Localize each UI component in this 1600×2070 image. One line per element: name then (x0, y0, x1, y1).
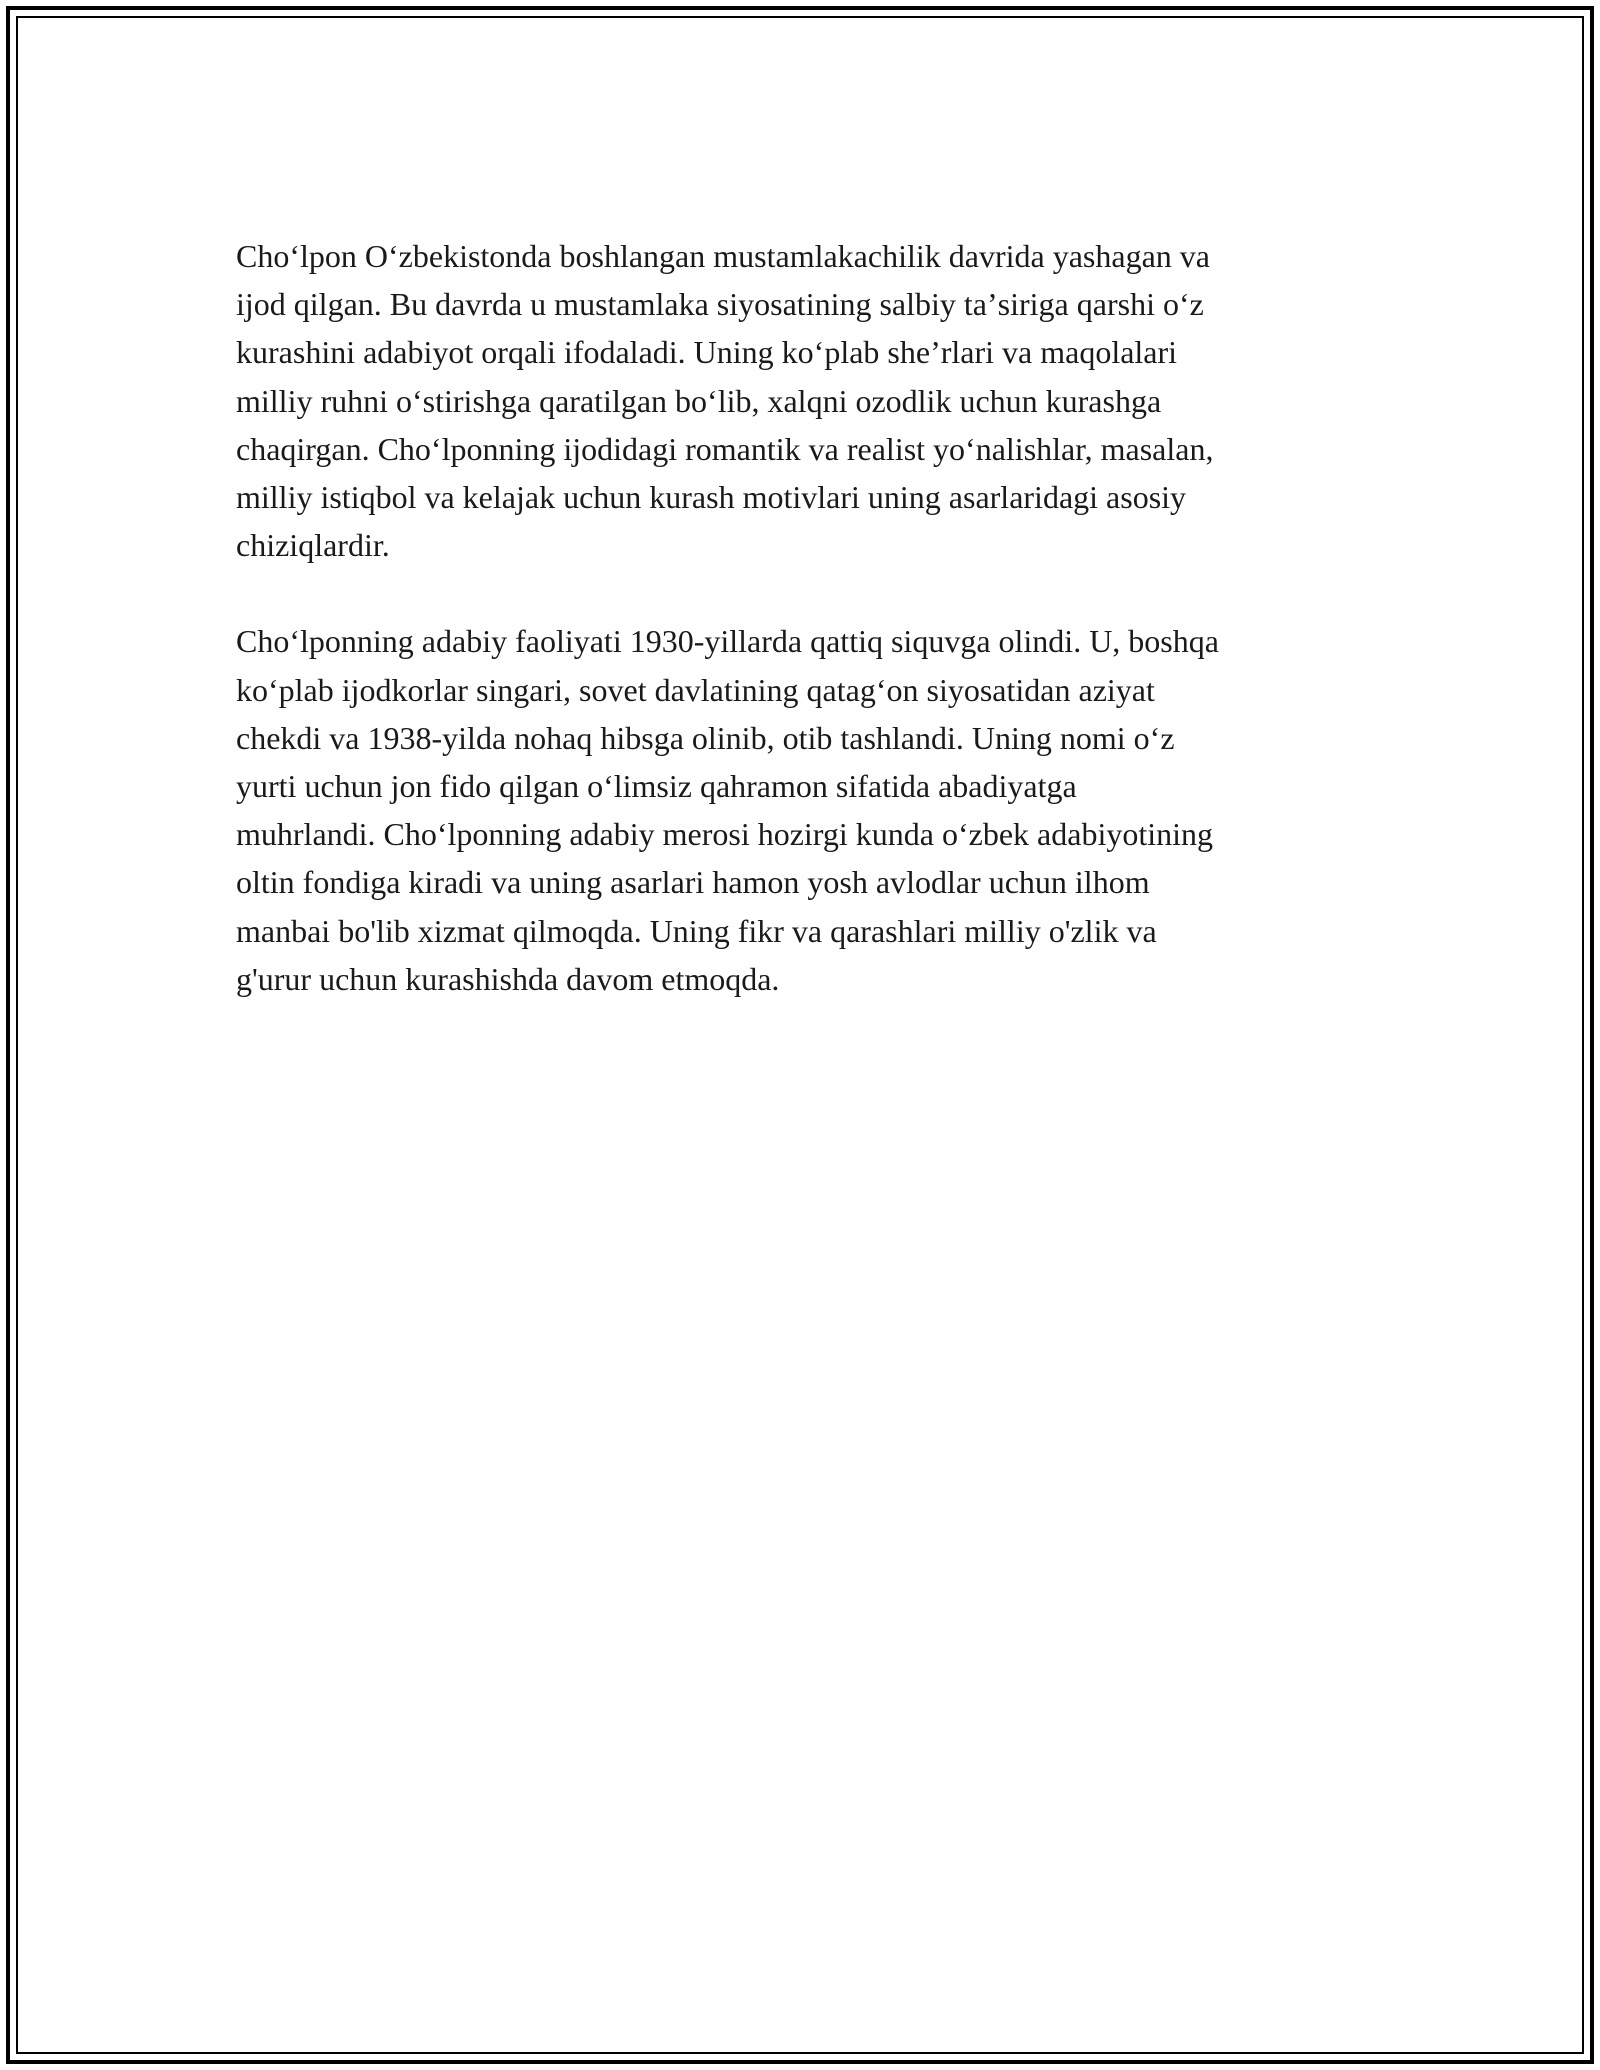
document-body (236, 232, 1386, 1051)
paragraph-2: Choʻlponning adabiy faoliyati 1930-yillarda qattiq siquvga olindi. U, boshqa koʻplab ijodkorlar singari, sovet davlatining qatagʻon siyosatidan aziyat chekdi va 1938-yilda nohaq hibsga olinib, otib tashlandi. Uning nomi oʻz yurti uchun jon fido qilgan oʻlimsiz qahramon sifatida abadiyatga muhrlandi. Choʻlponning adabiy merosi hozirgi kunda oʻzbek adabiyotining oltin fondiga kiradi va uning asarlari hamon yosh avlodlar uchun ilhom manbai bo'lib xizmat qilmoqda. Uning fikr va qarashlari milliy o'zlik va g'urur uchun kurashishda davom etmoqda. (236, 623, 1219, 997)
paragraph-1: Choʻlpon Oʻzbekistonda boshlangan mustamlakachilik davrida yashagan va ijod qilgan. Bu davrda u mustamlaka siyosatining salbiy taʼsiriga qarshi oʻz kurashini adabiyot orqali ifodaladi. Uning koʻplab sheʼrlari va maqolalari milliy ruhni oʻstirishga qaratilgan boʻlib, xalqni ozodlik uchun kurashga chaqirgan. Choʻlponning ijodidagi romantik va realist yoʻnalishlar, masalan, milliy istiqbol va kelajak uchun kurash motivlari uning asarlaridagi asosiy chiziqlardir. (236, 238, 1214, 564)
